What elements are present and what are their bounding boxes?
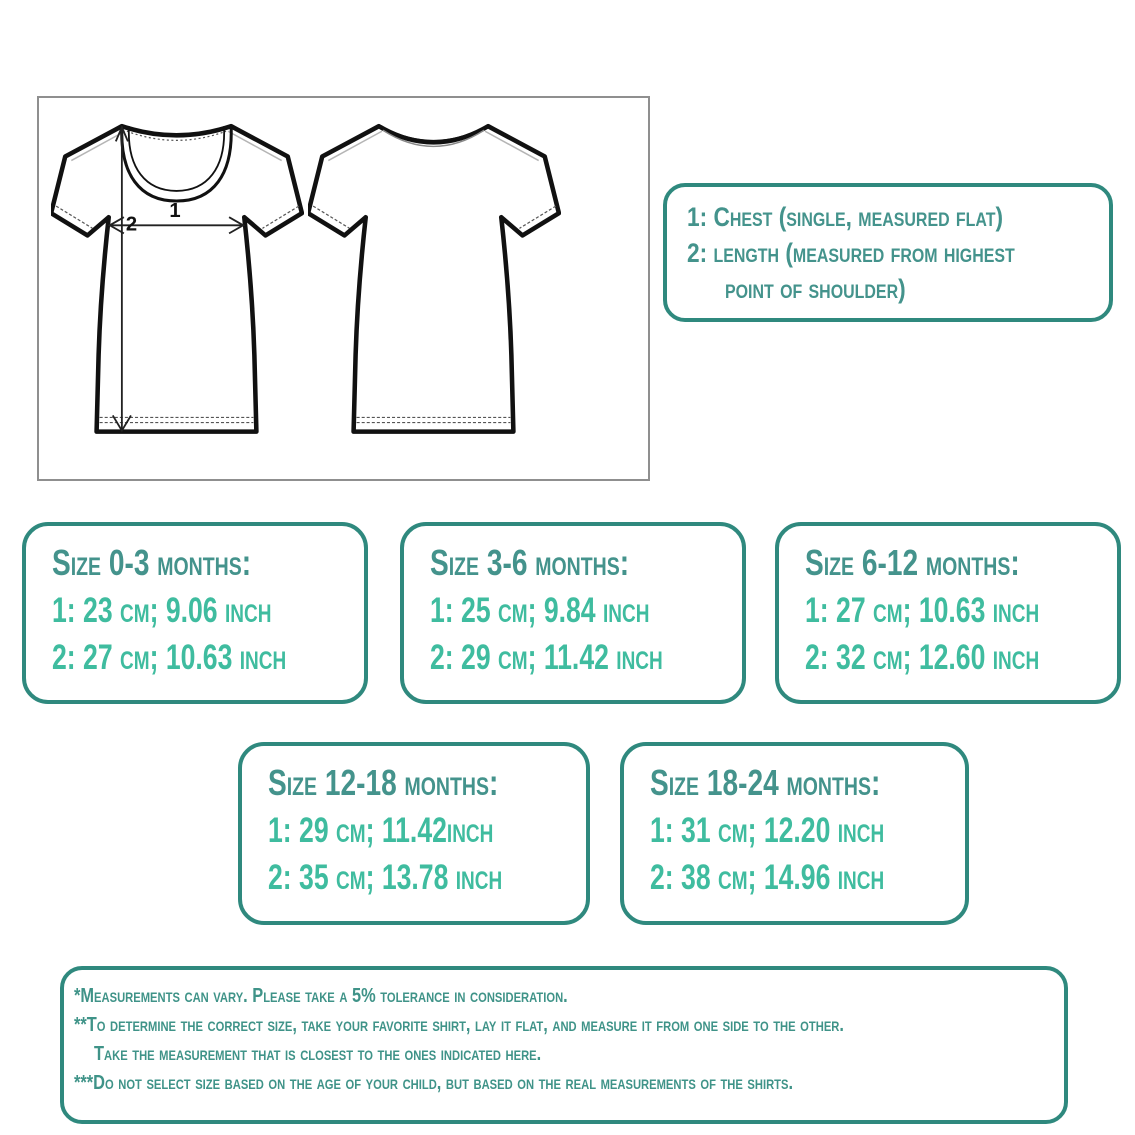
length-measurement: 2: 38 cm; 14.96 inch	[650, 858, 885, 897]
measurement-legend-box	[663, 183, 1113, 322]
chest-measurement: 1: 27 cm; 10.63 inch	[805, 591, 1040, 630]
tshirt-back-diagram	[308, 110, 561, 464]
length-measurement: 2: 35 cm; 13.78 inch	[268, 858, 503, 897]
chest-measure-label: 1	[169, 200, 181, 223]
chest-measurement: 1: 29 cm; 11.42inch	[268, 811, 494, 850]
footnotes-box	[60, 966, 1068, 1124]
size-title: Size 12-18 months:	[268, 762, 499, 803]
length-measure-label: 2	[125, 213, 138, 236]
chest-measurement: 1: 25 cm; 9.84 inch	[430, 591, 650, 630]
footnote-age-warning: ***Do not select size based on the age of your child, but based on the real measurements of the shirts.	[74, 1071, 794, 1094]
size-title: Size 6-12 months:	[805, 542, 1020, 583]
size-box-12-18-months	[238, 742, 590, 925]
size-title: Size 3-6 months:	[430, 542, 630, 583]
tshirt-front-outline	[51, 126, 302, 431]
chest-measurement: 1: 31 cm; 12.20 inch	[650, 811, 885, 850]
length-measurement: 2: 27 cm; 10.63 inch	[52, 638, 287, 677]
size-box-18-24-months	[620, 742, 969, 925]
legend-length-line: 2: length (measured from highest	[687, 238, 1015, 268]
length-measurement: 2: 29 cm; 11.42 inch	[430, 638, 663, 677]
tshirt-diagram-box	[37, 96, 650, 481]
footnote-how-to-measure: **To determine the correct size, take your favorite shirt, lay it flat, and measure it from one side to the other.	[74, 1013, 844, 1036]
tshirt-back-outline	[308, 126, 559, 431]
size-box-0-3-months	[22, 522, 368, 704]
footnote-tolerance: *Measurements can vary. Please take a 5% tolerance in consideration.	[74, 984, 568, 1007]
size-title: Size 18-24 months:	[650, 762, 881, 803]
legend-chest-line: 1: Chest (single, measured flat)	[687, 202, 1004, 232]
tshirt-front-diagram	[51, 110, 304, 464]
legend-length-line-continued: point of shoulder)	[725, 274, 906, 304]
length-measurement: 2: 32 cm; 12.60 inch	[805, 638, 1040, 677]
size-title: Size 0-3 months:	[52, 542, 252, 583]
footnote-how-to-measure-continued: Take the measurement that is closest to the ones indicated here.	[94, 1042, 542, 1065]
size-box-6-12-months	[775, 522, 1121, 704]
chest-measurement: 1: 23 cm; 9.06 inch	[52, 591, 272, 630]
size-box-3-6-months	[400, 522, 746, 704]
